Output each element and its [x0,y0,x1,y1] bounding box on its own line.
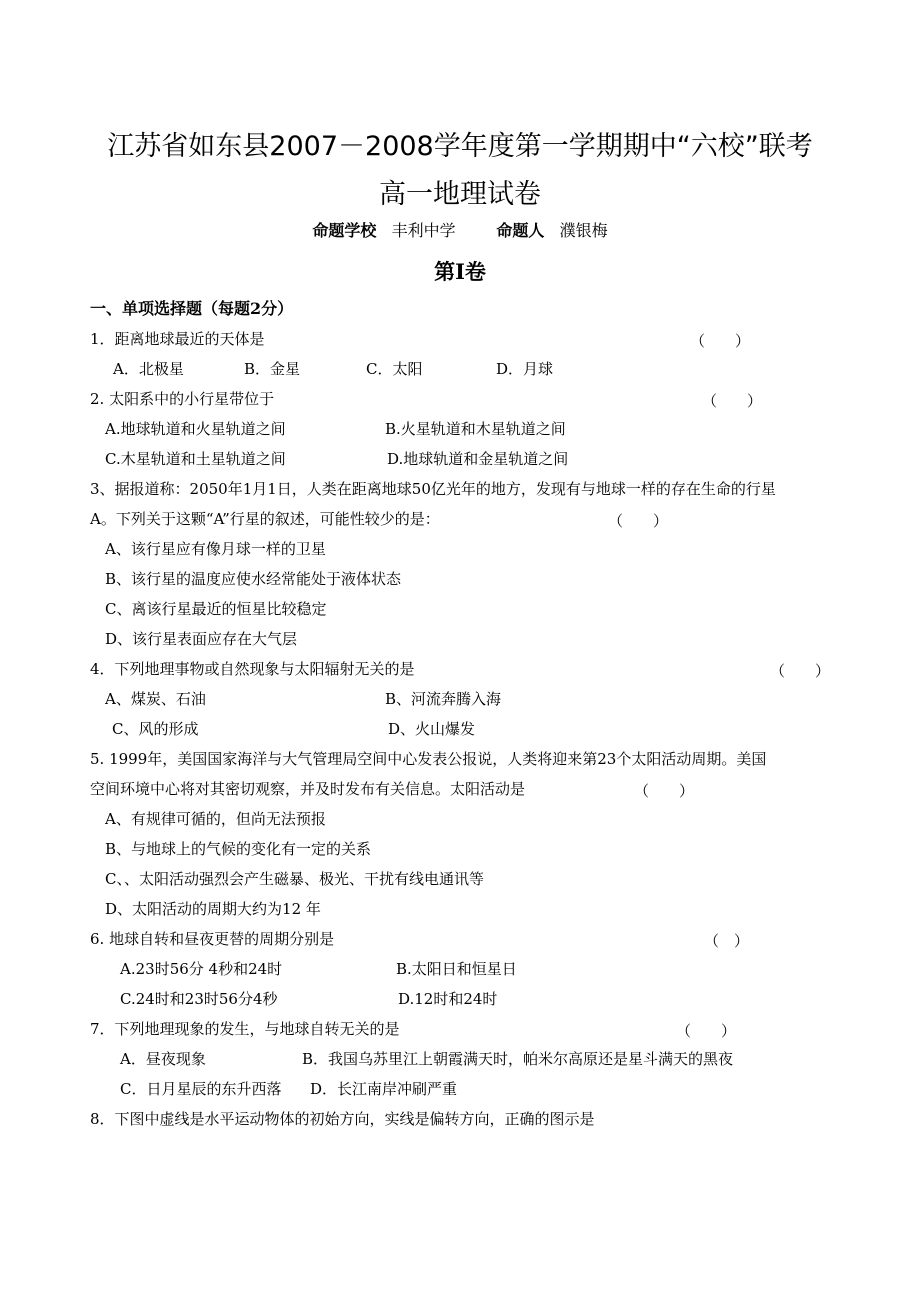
option: A．昼夜现象 [120,1050,206,1068]
option: C、、太阳活动强烈会产生磁暴、极光、干扰有线电通讯等 [105,870,484,888]
option: C.24时和23时56分4秒 [120,990,278,1008]
question-stem: 4．下列地理事物或自然现象与太阳辐射无关的是 [90,660,415,678]
question-stem-continued: A。下列关于这颗“A”行星的叙述，可能性较少的是： [90,510,440,528]
question-stem: 3、据报道称：2050年1月1日，人类在距离地球50亿光年的地方，发现有与地球一样的存在生命的行星 [90,480,776,498]
answer-bracket: （ ） [634,782,695,800]
option: D．长江南岸冲刷严重 [310,1080,458,1098]
answer-bracket: （ ） [704,932,750,950]
option: A．北极星 [113,360,184,378]
option: A、有规律可循的，但尚无法预报 [105,810,326,828]
section-heading: 一、单项选择题（每题2分） [90,299,294,318]
answer-bracket: （ ） [608,512,669,530]
option: A.地球轨道和火星轨道之间 [105,420,286,438]
question-stem: 2. 太阳系中的小行星带位于 [90,390,275,408]
exam-subtitle: 高一地理试卷 [379,179,541,210]
option: A、该行星应有像月球一样的卫星 [105,540,326,558]
option: B、与地球上的气候的变化有一定的关系 [105,840,372,858]
question-stem-continued: 空间环境中心将对其密切观察，并及时发布有关信息。太阳活动是 [90,780,526,798]
option: D.地球轨道和金星轨道之间 [387,450,569,468]
option: D、太阳活动的周期大约为12 年 [105,900,321,918]
option: B、河流奔腾入海 [385,690,502,708]
option: B．金星 [244,360,301,378]
option: D、火山爆发 [388,720,476,738]
author-label: 命题人 [496,221,545,240]
school-name: 丰利中学 [391,221,456,240]
option: B.火星轨道和木星轨道之间 [385,420,566,438]
option: B．我国乌苏里江上朝霞满天时，帕米尔高原还是星斗满天的黑夜 [302,1050,734,1068]
option: D.12时和24时 [398,990,498,1008]
question-stem: 8．下图中虚线是水平运动物体的初始方向，实线是偏转方向，正确的图示是 [90,1110,595,1128]
option: B.太阳日和恒星日 [396,960,517,978]
answer-bracket: （ ） [690,332,751,350]
question-stem: 1．距离地球最近的天体是 [90,330,265,348]
option: A.23时56分 4秒和24时 [120,960,283,978]
answer-bracket: （ ） [702,392,763,410]
question-stem: 5. 1999年，美国国家海洋与大气管理局空间中心发表公报说，人类将迎来第23个太阳活动周期。美国 [90,750,767,768]
exam-title: 江苏省如东县2007－2008学年度第一学期期中“六校”联考 [107,131,813,162]
school-label: 命题学校 [312,221,377,240]
option: C.木星轨道和土星轨道之间 [105,450,286,468]
option: B、该行星的温度应使水经常能处于液体状态 [105,570,402,588]
question-stem: 6. 地球自转和昼夜更替的周期分别是 [90,930,335,948]
option: C、离该行星最近的恒星比较稳定 [105,600,327,618]
author-name: 濮银梅 [559,221,608,240]
author-line [0,218,920,241]
option: D．月球 [496,360,554,378]
answer-bracket: （ ） [676,1022,737,1040]
option: C．日月星辰的东升西落 [120,1080,282,1098]
answer-bracket: （ ） [770,662,831,680]
option: D、该行星表面应存在大气层 [105,630,298,648]
question-stem: 7．下列地理现象的发生，与地球自转无关的是 [90,1020,400,1038]
option: C、风的形成 [112,720,199,738]
option: A、煤炭、石油 [105,690,206,708]
option: C．太阳 [366,360,423,378]
volume-heading: 第Ⅰ卷 [434,259,486,284]
